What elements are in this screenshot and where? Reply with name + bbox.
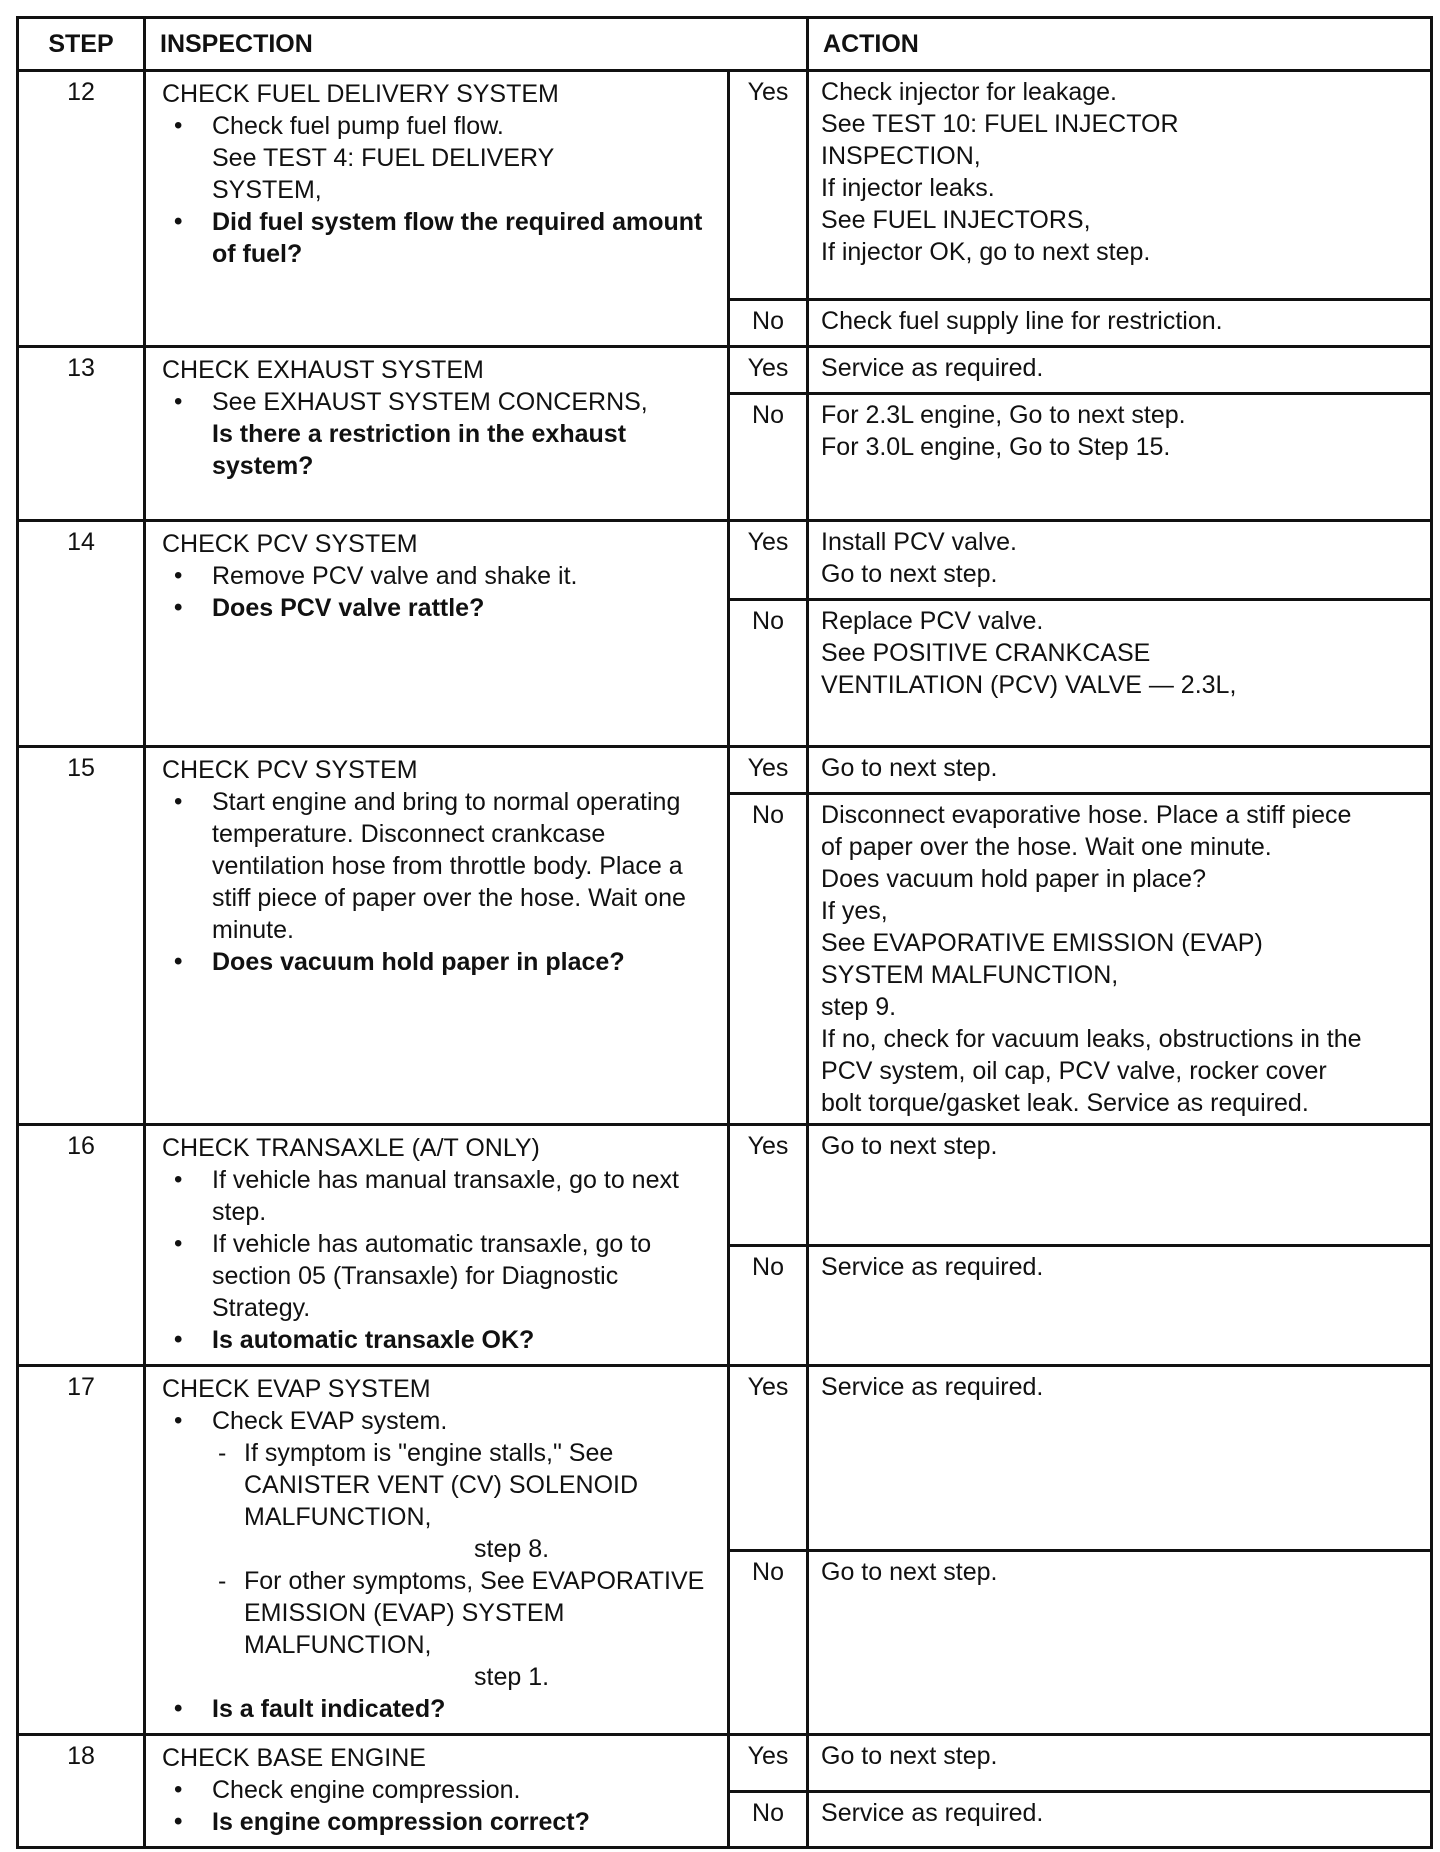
yes-label: Yes — [729, 347, 808, 394]
no-label: No — [729, 300, 808, 347]
inspection-bullet: • See EXHAUST SYSTEM CONCERNS, — [162, 386, 717, 418]
inspection-title: CHECK EXHAUST SYSTEM — [162, 356, 484, 384]
table-row — [18, 1735, 1432, 1792]
inspection-bullet: • Check engine compression. — [162, 1774, 717, 1806]
no-action: For 2.3L engine, Go to next step. For 3.0L engine, Go to Step 15. — [808, 394, 1432, 521]
yes-label: Yes — [729, 71, 808, 300]
yes-label: Yes — [729, 1735, 808, 1792]
inspection-title: CHECK BASE ENGINE — [162, 1744, 426, 1772]
inspection-bullet: • Check fuel pump fuel flow. See TEST 4: FUEL DELIVERY SYSTEM, — [162, 110, 717, 206]
inspection-cell — [145, 71, 729, 347]
table-row — [18, 747, 1432, 794]
inspection-question: • Is automatic transaxle OK? — [162, 1324, 717, 1356]
yes-label: Yes — [729, 521, 808, 600]
diagnostic-table-page — [16, 16, 1430, 1849]
table-row — [18, 1125, 1432, 1246]
inspection-bullet: • If vehicle has manual transaxle, go to next step. — [162, 1164, 717, 1228]
header-step: STEP — [18, 18, 145, 71]
inspection-bullet: • Start engine and bring to normal operating temperature. Disconnect crankcase ventilation hose from throttle body. Place a stiff piece of paper over the hose. Wait one minute. — [162, 786, 717, 946]
header-action: ACTION — [808, 18, 1432, 71]
step-number: 18 — [18, 1735, 145, 1848]
table-header-row — [18, 18, 1432, 71]
inspection-title: CHECK FUEL DELIVERY SYSTEM — [162, 80, 559, 108]
inspection-subitem: - For other symptoms, See EVAPORATIVE EMISSION (EVAP) SYSTEM MALFUNCTION, step 1. — [212, 1565, 717, 1693]
table-row — [18, 1366, 1432, 1551]
inspection-question: • Is a fault indicated? — [162, 1693, 717, 1725]
yes-action: Service as required. — [808, 347, 1432, 394]
inspection-title: CHECK PCV SYSTEM — [162, 530, 418, 558]
header-inspection: INSPECTION — [145, 18, 808, 71]
diagnostic-table — [16, 16, 1433, 1849]
table-row — [18, 347, 1432, 394]
inspection-title: CHECK TRANSAXLE (A/T ONLY) — [162, 1134, 540, 1162]
inspection-cell — [145, 1366, 729, 1735]
no-action: Service as required. — [808, 1791, 1432, 1848]
inspection-cell — [145, 1735, 729, 1848]
no-action: Replace PCV valve. See POSITIVE CRANKCASE VENTILATION (PCV) VALVE — 2.3L, — [808, 600, 1432, 747]
inspection-subitem: - If symptom is "engine stalls," See CANISTER VENT (CV) SOLENOID MALFUNCTION, step 8. — [212, 1437, 717, 1565]
yes-label: Yes — [729, 747, 808, 794]
no-action: Check fuel supply line for restriction. — [808, 300, 1432, 347]
no-label: No — [729, 794, 808, 1125]
yes-action: Go to next step. — [808, 747, 1432, 794]
yes-action: Service as required. — [808, 1366, 1432, 1551]
no-action: Go to next step. — [808, 1550, 1432, 1735]
no-label: No — [729, 600, 808, 747]
inspection-cell — [145, 521, 729, 747]
step-number: 17 — [18, 1366, 145, 1735]
inspection-bullet: • Check EVAP system. - If symptom is "engine stalls," See CANISTER VENT (CV) SOLENOID MALFUNCTION, step 8. - For other symptoms, See EVAPORATIVE EMISSION (EVAP) SYSTEM MALFUNCTION, step 1. — [162, 1405, 717, 1693]
step-number: 13 — [18, 347, 145, 521]
yes-action: Install PCV valve. Go to next step. — [808, 521, 1432, 600]
step-number: 15 — [18, 747, 145, 1125]
no-action: Service as required. — [808, 1245, 1432, 1366]
inspection-title: CHECK EVAP SYSTEM — [162, 1375, 431, 1403]
table-row — [18, 71, 1432, 300]
no-label: No — [729, 1791, 808, 1848]
no-label: No — [729, 1550, 808, 1735]
step-number: 16 — [18, 1125, 145, 1366]
yes-label: Yes — [729, 1125, 808, 1246]
inspection-cell — [145, 747, 729, 1125]
no-label: No — [729, 1245, 808, 1366]
inspection-bullet: • If vehicle has automatic transaxle, go to section 05 (Transaxle) for Diagnostic Strategy. — [162, 1228, 717, 1324]
yes-action: Go to next step. — [808, 1125, 1432, 1246]
no-label: No — [729, 394, 808, 521]
inspection-question: Is there a restriction in the exhaust system? — [212, 420, 627, 480]
no-action: Disconnect evaporative hose. Place a stiff piece of paper over the hose. Wait one minute. Does vacuum hold paper in place? If yes, See EVAPORATIVE EMISSION (EVAP) SYSTEM MALFUNCTION, step 9. If no, check for vacuum leaks, obstructions in the PCV system, oil cap, PCV valve, rocker cover bolt torque/gasket leak. Service as required. — [808, 794, 1432, 1125]
yes-label: Yes — [729, 1366, 808, 1551]
yes-action: Go to next step. — [808, 1735, 1432, 1792]
inspection-cell — [145, 347, 729, 521]
inspection-title: CHECK PCV SYSTEM — [162, 756, 418, 784]
table-row — [18, 521, 1432, 600]
inspection-question: • Did fuel system flow the required amount of fuel? — [162, 206, 717, 270]
inspection-bullet: • Remove PCV valve and shake it. — [162, 560, 717, 592]
step-number: 14 — [18, 521, 145, 747]
inspection-question: • Does vacuum hold paper in place? — [162, 946, 717, 978]
inspection-question: • Does PCV valve rattle? — [162, 592, 717, 624]
inspection-question: • Is engine compression correct? — [162, 1806, 717, 1838]
step-number: 12 — [18, 71, 145, 347]
yes-action: Check injector for leakage. See TEST 10: FUEL INJECTOR INSPECTION, If injector leaks. See FUEL INJECTORS, If injector OK, go to next step. — [808, 71, 1432, 300]
inspection-cell — [145, 1125, 729, 1366]
